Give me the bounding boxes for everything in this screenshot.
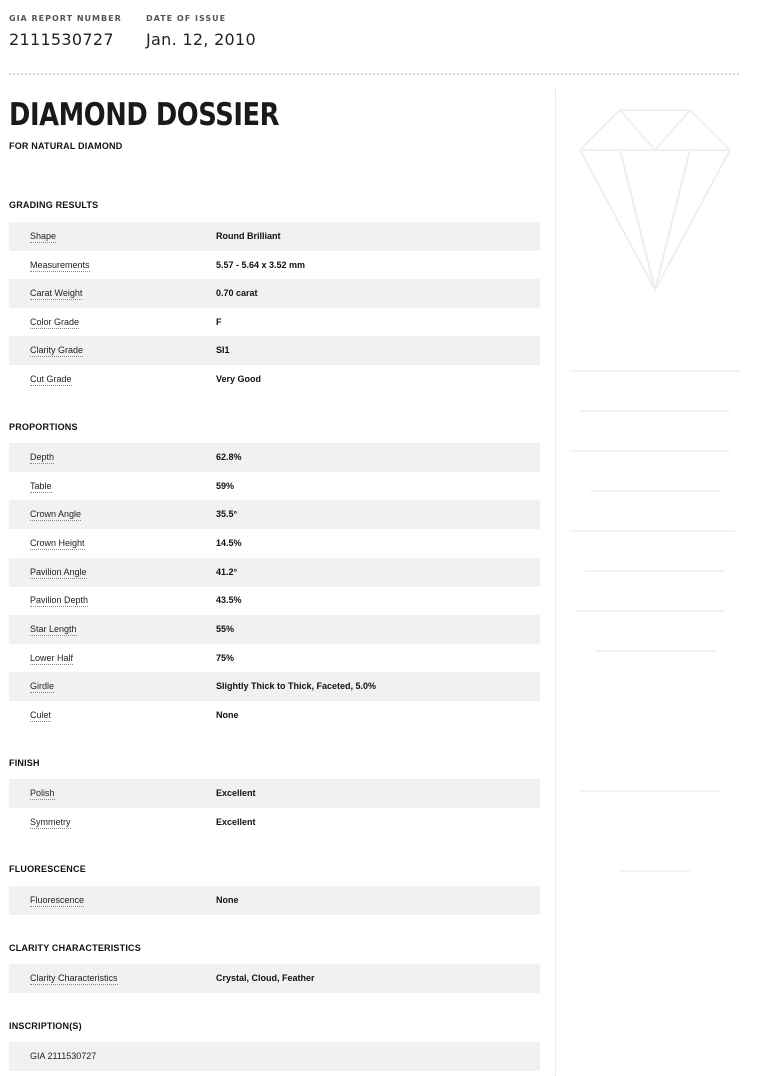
- row-value: 75%: [216, 653, 235, 663]
- table-row: [9, 500, 540, 529]
- row-value: 62.8%: [216, 452, 242, 462]
- row-label[interactable]: Lower Half: [30, 653, 74, 663]
- row-value: 5.57 - 5.64 x 3.52 mm: [216, 260, 306, 270]
- column-divider: [555, 88, 556, 1076]
- section-heading-finish: FINISH: [9, 758, 40, 768]
- row-value: 55%: [216, 624, 235, 634]
- row-value: 0.70 carat: [216, 288, 258, 298]
- table-row: [9, 308, 540, 337]
- row-value: Slightly Thick to Thick, Faceted, 5.0%: [216, 681, 377, 691]
- row-label[interactable]: Crown Angle: [30, 509, 82, 519]
- table-row: [9, 886, 540, 915]
- faded-diamond-sketch: [560, 90, 750, 350]
- page-subtitle: FOR NATURAL DIAMOND: [9, 141, 123, 151]
- table-row: [9, 808, 540, 837]
- row-value: Crystal, Cloud, Feather: [216, 973, 315, 983]
- row-value: None: [216, 895, 239, 905]
- row-label[interactable]: Carat Weight: [30, 288, 83, 298]
- row-label[interactable]: Pavilion Angle: [30, 567, 87, 577]
- row-label[interactable]: Symmetry: [30, 817, 71, 827]
- section-heading-proportions: PROPORTIONS: [9, 422, 78, 432]
- row-label[interactable]: Culet: [30, 710, 52, 720]
- section-heading-clarity-characteristics: CLARITY CHARACTERISTICS: [9, 943, 141, 953]
- date-of-issue-block: [146, 14, 256, 49]
- section-heading-grading-results: GRADING RESULTS: [9, 200, 99, 210]
- row-label[interactable]: Depth: [30, 452, 55, 462]
- row-value: 41.2°: [216, 567, 238, 577]
- table-row: [9, 672, 540, 701]
- inscription-text: GIA 2111530727: [30, 1051, 97, 1061]
- row-value: SI1: [216, 345, 230, 355]
- table-row: [9, 222, 540, 251]
- row-label[interactable]: Clarity Grade: [30, 345, 84, 355]
- date-of-issue-label: DATE OF ISSUE: [146, 14, 227, 23]
- row-value: 35.5°: [216, 509, 238, 519]
- section-heading-inscriptions: INSCRIPTION(S): [9, 1021, 82, 1031]
- table-row: [9, 644, 540, 673]
- table-row: [9, 1042, 540, 1071]
- row-label[interactable]: Polish: [30, 788, 55, 798]
- row-label[interactable]: Color Grade: [30, 317, 80, 327]
- row-label[interactable]: Measurements: [30, 260, 90, 270]
- table-row: [9, 615, 540, 644]
- table-row: [9, 336, 540, 365]
- page-title: DIAMOND DOSSIER: [9, 97, 280, 133]
- row-label[interactable]: Girdle: [30, 681, 55, 691]
- table-row: [9, 701, 540, 730]
- table-row: [9, 472, 540, 501]
- table-row: [9, 365, 540, 394]
- row-value: None: [216, 710, 239, 720]
- table-row: [9, 779, 540, 808]
- faded-diagram-watermark: [560, 90, 750, 890]
- row-label[interactable]: Fluorescence: [30, 895, 85, 905]
- row-value: Excellent: [216, 817, 256, 827]
- date-of-issue: Jan. 12, 2010: [146, 30, 256, 49]
- table-row: [9, 251, 540, 280]
- report-number: 2111530727: [9, 30, 114, 49]
- row-label[interactable]: Clarity Characteristics: [30, 973, 118, 983]
- header-divider: [9, 73, 739, 75]
- table-row: [9, 529, 540, 558]
- row-label[interactable]: Star Length: [30, 624, 77, 634]
- row-value: 14.5%: [216, 538, 242, 548]
- table-row: [9, 586, 540, 615]
- row-value: F: [216, 317, 222, 327]
- table-row: [9, 279, 540, 308]
- row-label[interactable]: Shape: [30, 231, 57, 241]
- table-row: [9, 443, 540, 472]
- row-label[interactable]: Cut Grade: [30, 374, 72, 384]
- row-value: Round Brilliant: [216, 231, 281, 241]
- section-heading-fluorescence: FLUORESCENCE: [9, 864, 86, 874]
- row-label[interactable]: Crown Height: [30, 538, 85, 548]
- row-value: Very Good: [216, 374, 262, 384]
- report-number-block: [9, 14, 122, 49]
- report-number-label: GIA REPORT NUMBER: [9, 14, 122, 23]
- row-label[interactable]: Pavilion Depth: [30, 595, 89, 605]
- row-label[interactable]: Table: [30, 481, 52, 491]
- row-value: 43.5%: [216, 595, 242, 605]
- table-row: [9, 558, 540, 587]
- table-row: [9, 964, 540, 993]
- row-value: Excellent: [216, 788, 256, 798]
- row-value: 59%: [216, 481, 235, 491]
